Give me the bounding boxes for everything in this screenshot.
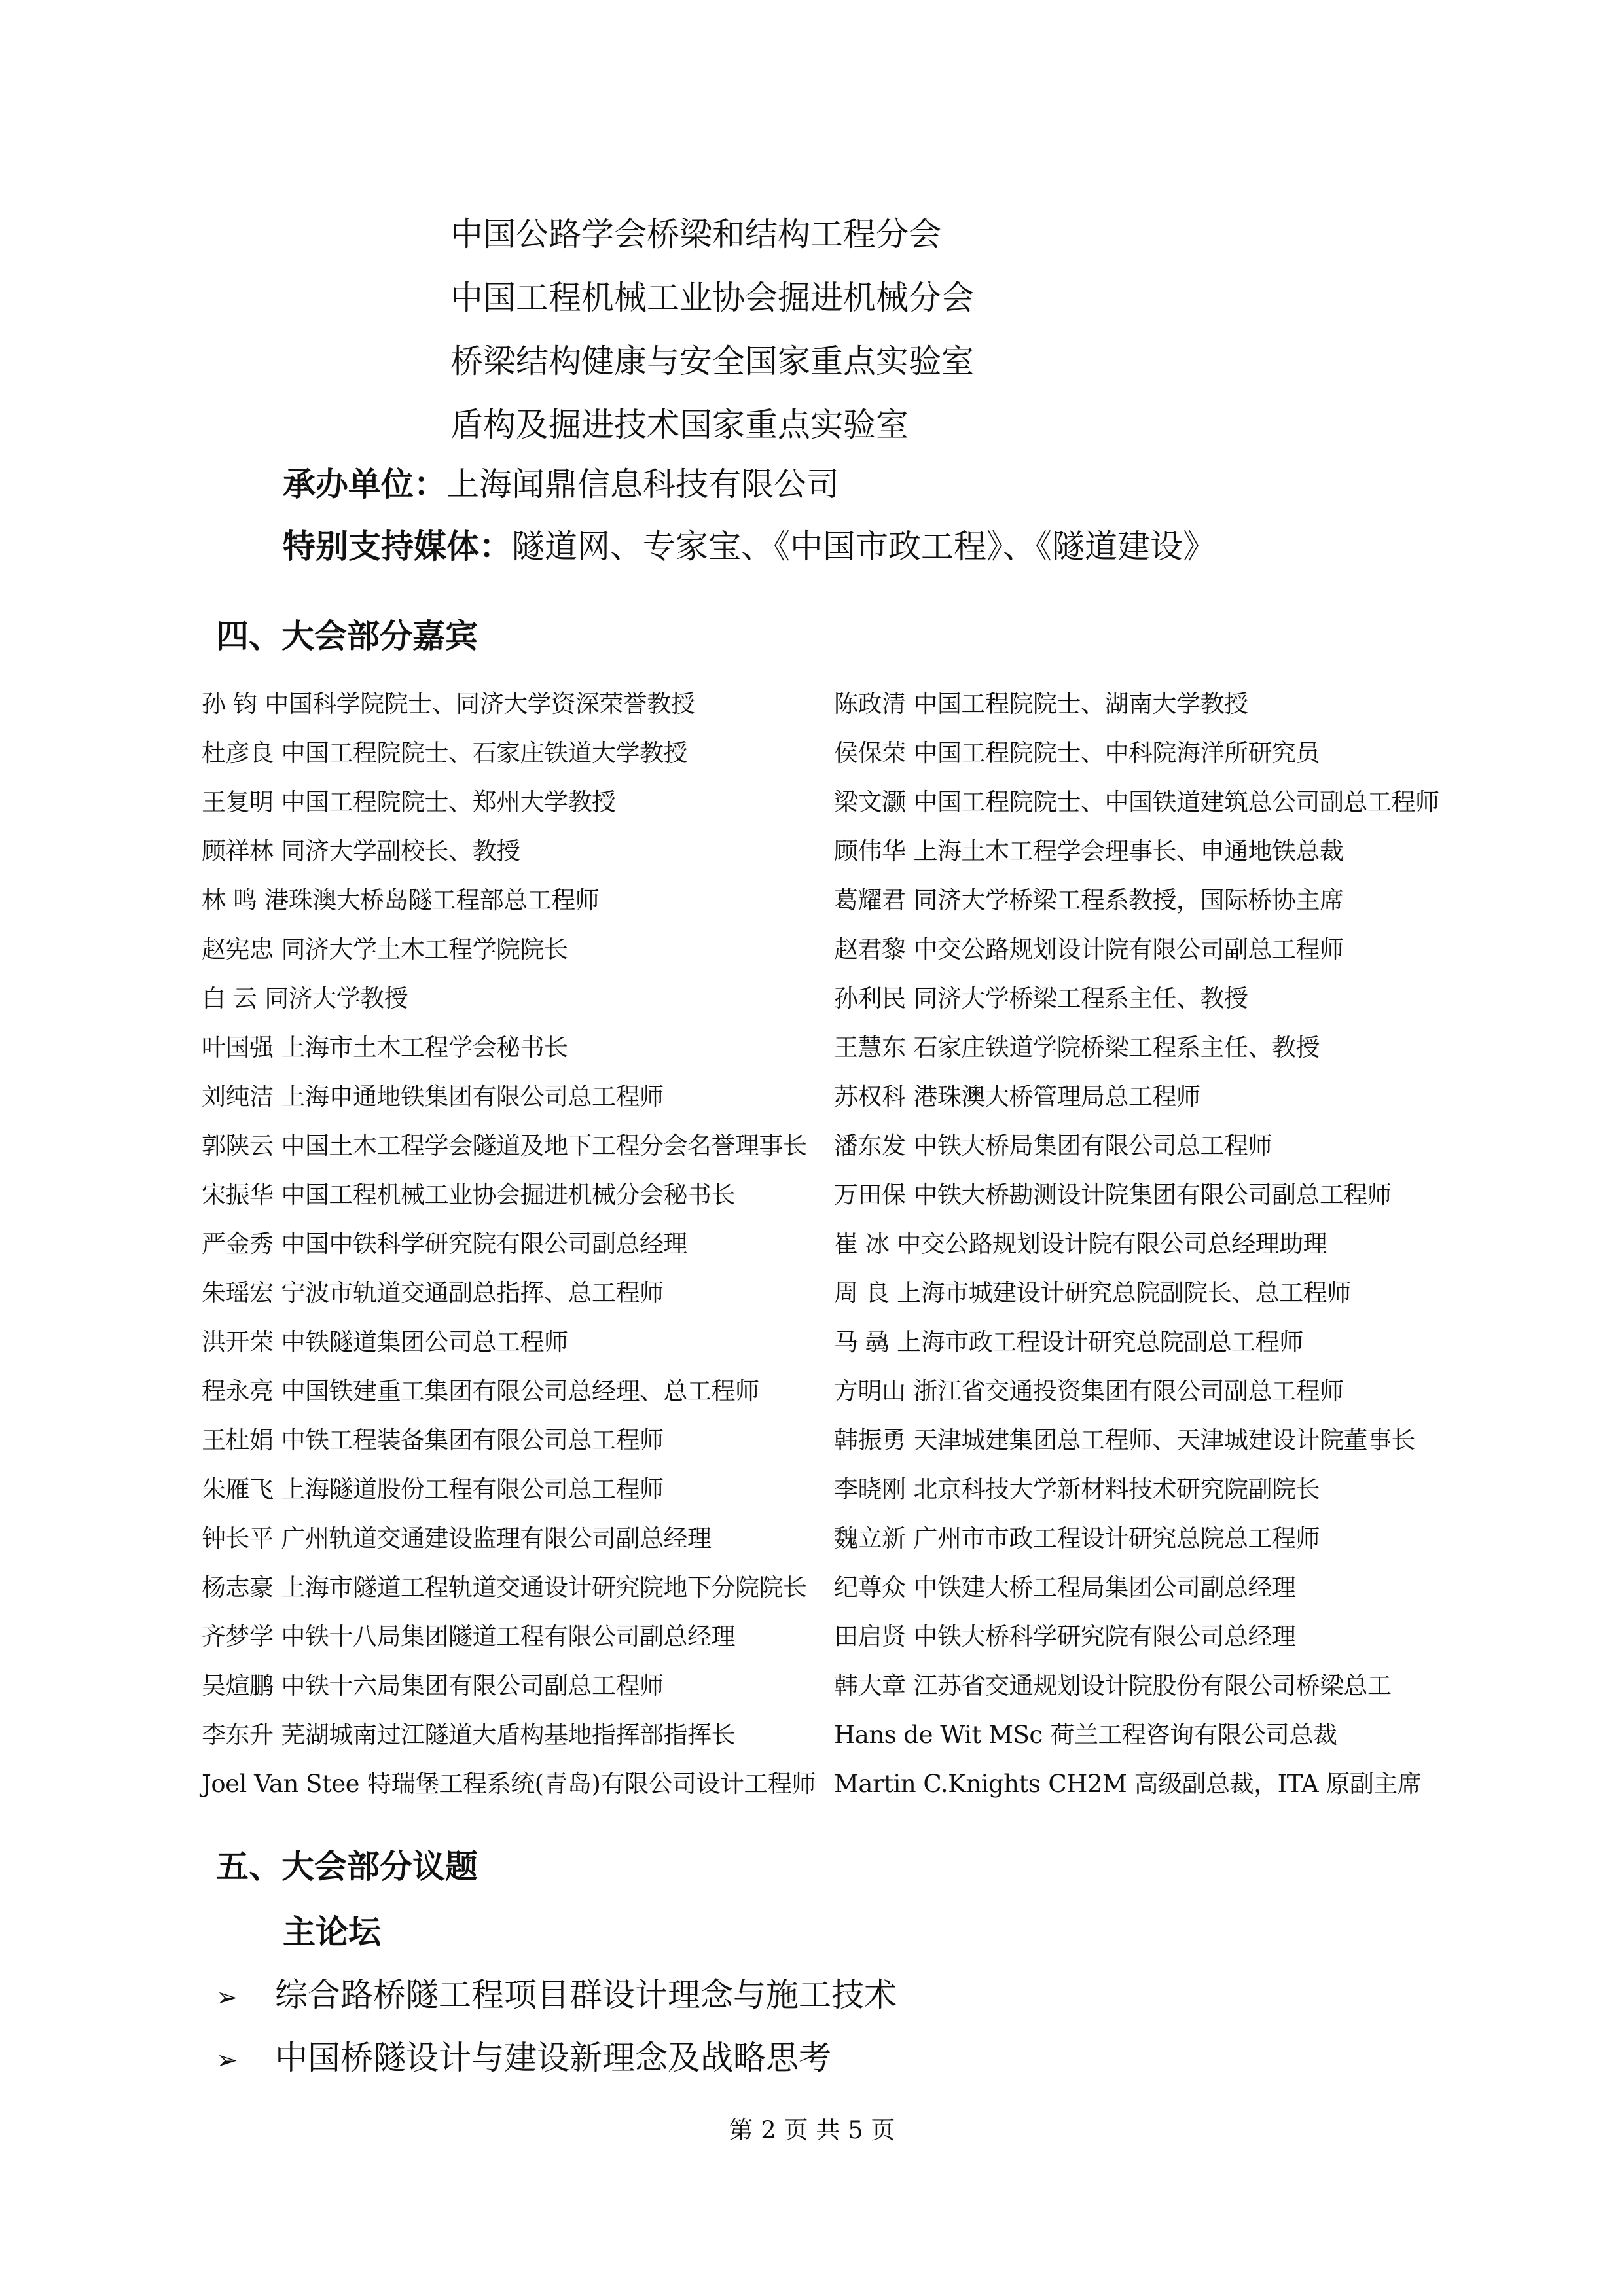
guest-item bbox=[834, 1661, 1489, 1710]
guest-title: 同济大学桥梁工程系主任、教授 bbox=[913, 984, 1248, 1013]
guest-name: 赵君黎 bbox=[834, 935, 906, 963]
host-label: 承办单位： bbox=[283, 465, 446, 503]
guest-item bbox=[202, 778, 830, 827]
guest-title: 上海市城建设计研究总院副院长、总工程师 bbox=[897, 1279, 1351, 1307]
guest-item bbox=[834, 778, 1489, 827]
guest-name: 杜彦良 bbox=[202, 739, 274, 767]
topic-text: 综合路桥隧工程项目群设计理念与施工技术 bbox=[275, 1976, 897, 2014]
guest-name: 崔 冰 bbox=[834, 1230, 890, 1258]
guest-item bbox=[834, 1465, 1489, 1514]
guest-item bbox=[834, 1612, 1489, 1661]
guest-name: 韩振勇 bbox=[834, 1426, 906, 1454]
guest-title: 上海市隧道工程轨道交通设计研究院地下分院院长 bbox=[281, 1573, 807, 1602]
guest-name: 顾祥林 bbox=[202, 837, 274, 865]
guest-name: 钟长平 bbox=[202, 1524, 274, 1552]
guest-title: 上海隧道股份工程有限公司总工程师 bbox=[281, 1475, 664, 1503]
arrow-bullet-icon: ➢ bbox=[216, 1982, 238, 2013]
guest-name: 叶国强 bbox=[202, 1033, 274, 1062]
organizer-item: 盾构及掘进技术国家重点实验室 bbox=[450, 406, 909, 444]
guest-name: 陈政清 bbox=[834, 690, 906, 718]
guest-title: 石家庄铁道学院桥梁工程系主任、教授 bbox=[913, 1033, 1320, 1062]
guest-title: 荷兰工程咨询有限公司总裁 bbox=[1050, 1721, 1337, 1749]
guest-title: 上海市政工程设计研究总院副总工程师 bbox=[897, 1328, 1303, 1356]
topic-item bbox=[216, 1964, 897, 2026]
guest-title: 中国铁建重工集团有限公司总经理、总工程师 bbox=[281, 1377, 759, 1405]
media-value: 隧道网、专家宝、《中国市政工程》、《隧道建设》 bbox=[512, 528, 1216, 565]
guest-item bbox=[834, 728, 1489, 778]
guest-title: 中交公路规划设计院有限公司总经理助理 bbox=[897, 1230, 1327, 1258]
guest-title: 广州市市政工程设计研究总院总工程师 bbox=[913, 1524, 1320, 1552]
guest-item bbox=[202, 974, 830, 1023]
guest-name: 万田保 bbox=[834, 1181, 906, 1209]
host-line bbox=[283, 458, 839, 505]
guest-title: 中铁大桥科学研究院有限公司总经理 bbox=[913, 1623, 1296, 1651]
guest-item bbox=[202, 876, 830, 925]
guest-name: 王复明 bbox=[202, 788, 274, 816]
guest-title: 天津城建集团总工程师、天津城建设计院董事长 bbox=[913, 1426, 1415, 1454]
guest-item bbox=[834, 925, 1489, 974]
guest-item bbox=[834, 1759, 1489, 1808]
guest-item bbox=[834, 1023, 1489, 1072]
guest-name: 朱瑶宏 bbox=[202, 1279, 274, 1307]
page-footer: 第 2 页 共 5 页 bbox=[729, 2116, 895, 2144]
guest-item bbox=[834, 827, 1489, 876]
guest-title: 中国土木工程学会隧道及地下工程分会名誉理事长 bbox=[281, 1132, 807, 1160]
guest-item bbox=[202, 1121, 830, 1170]
guest-item bbox=[834, 1318, 1489, 1367]
guest-item bbox=[834, 1514, 1489, 1563]
guest-name: 林 鸣 bbox=[202, 886, 257, 914]
guest-item bbox=[834, 1563, 1489, 1612]
guest-title: 港珠澳大桥岛隧工程部总工程师 bbox=[264, 886, 600, 914]
guest-title: 同济大学教授 bbox=[264, 984, 408, 1013]
organizer-item: 中国公路学会桥梁和结构工程分会 bbox=[450, 215, 941, 253]
guest-name: 王慧东 bbox=[834, 1033, 906, 1062]
guest-name: 马 骉 bbox=[834, 1328, 890, 1356]
guest-item bbox=[834, 1121, 1489, 1170]
guest-name: 孙利民 bbox=[834, 984, 906, 1013]
guest-title: 中国工程院院士、石家庄铁道大学教授 bbox=[281, 739, 687, 767]
guest-title: 芜湖城南过江隧道大盾构基地指挥部指挥长 bbox=[281, 1721, 735, 1749]
guest-title: 中铁大桥局集团有限公司总工程师 bbox=[913, 1132, 1272, 1160]
guest-item bbox=[202, 925, 830, 974]
guest-name: 周 良 bbox=[834, 1279, 890, 1307]
guest-name: 梁文灏 bbox=[834, 788, 906, 816]
guest-name: 李东升 bbox=[202, 1721, 274, 1749]
guest-item bbox=[202, 1514, 830, 1563]
guest-title: 上海申通地铁集团有限公司总工程师 bbox=[281, 1083, 664, 1111]
media-line bbox=[283, 520, 1216, 567]
guest-item bbox=[834, 1268, 1489, 1318]
guest-title: 中国工程机械工业协会掘进机械分会秘书长 bbox=[281, 1181, 735, 1209]
guest-title: CH2M 高级副总裁，ITA 原副主席 bbox=[1048, 1770, 1422, 1798]
guest-item bbox=[834, 1072, 1489, 1121]
guest-name: 赵宪忠 bbox=[202, 935, 274, 963]
guest-item bbox=[202, 1023, 830, 1072]
guest-item bbox=[202, 1612, 830, 1661]
guest-name: 吴煊鹏 bbox=[202, 1672, 274, 1700]
guest-title: 中铁隧道集团公司总工程师 bbox=[281, 1328, 568, 1356]
guest-item bbox=[202, 679, 830, 728]
guest-item bbox=[202, 1661, 830, 1710]
guest-title: 特瑞堡工程系统(青岛)有限公司设计工程师 bbox=[367, 1770, 816, 1798]
main-forum-heading: 主论坛 bbox=[283, 1913, 381, 1951]
organizer-item: 桥梁结构健康与安全国家重点实验室 bbox=[450, 342, 974, 380]
guest-title: 中铁大桥勘测设计院集团有限公司副总工程师 bbox=[913, 1181, 1392, 1209]
guest-title: 中铁十六局集团有限公司副总工程师 bbox=[281, 1672, 664, 1700]
guest-title: 中国中铁科学研究院有限公司副总经理 bbox=[281, 1230, 687, 1258]
guest-name: 郭陕云 bbox=[202, 1132, 274, 1160]
guest-name: 纪尊众 bbox=[834, 1573, 906, 1602]
guest-item bbox=[834, 1219, 1489, 1268]
guest-item bbox=[202, 1710, 830, 1759]
guest-item bbox=[202, 827, 830, 876]
topic-item bbox=[216, 2026, 897, 2089]
guest-title: 江苏省交通规划设计院股份有限公司桥梁总工 bbox=[913, 1672, 1392, 1700]
guest-list-right bbox=[834, 679, 1489, 1808]
guest-item bbox=[202, 1318, 830, 1367]
guest-title: 中铁十八局集团隧道工程有限公司副总经理 bbox=[281, 1623, 735, 1651]
guest-name: 田启贤 bbox=[834, 1623, 906, 1651]
guest-title: 中国工程院院士、中国铁道建筑总公司副总工程师 bbox=[913, 788, 1439, 816]
guest-title: 上海市土木工程学会秘书长 bbox=[281, 1033, 568, 1062]
guest-item bbox=[834, 1416, 1489, 1465]
guest-title: 中国工程院院士、中科院海洋所研究员 bbox=[913, 739, 1320, 767]
guest-name: 魏立新 bbox=[834, 1524, 906, 1552]
guest-name: 程永亮 bbox=[202, 1377, 274, 1405]
guest-item bbox=[834, 1710, 1489, 1759]
guest-name: 韩大章 bbox=[834, 1672, 906, 1700]
guest-name: Joel Van Stee bbox=[202, 1770, 360, 1798]
guest-title: 同济大学桥梁工程系教授，国际桥协主席 bbox=[913, 886, 1344, 914]
guest-item bbox=[834, 974, 1489, 1023]
guest-name: 齐梦学 bbox=[202, 1623, 274, 1651]
guest-title: 上海土木工程学会理事长、申通地铁总裁 bbox=[913, 837, 1344, 865]
organizer-item: 中国工程机械工业协会掘进机械分会 bbox=[450, 279, 974, 317]
guest-name: 宋振华 bbox=[202, 1181, 274, 1209]
guest-title: 浙江省交通投资集团有限公司副总工程师 bbox=[913, 1377, 1344, 1405]
guest-name: Martin C.Knights bbox=[834, 1770, 1041, 1798]
guest-title: 宁波市轨道交通副总指挥、总工程师 bbox=[281, 1279, 664, 1307]
guest-title: 中铁工程装备集团有限公司总工程师 bbox=[281, 1426, 664, 1454]
topic-list bbox=[216, 1964, 897, 2089]
guest-title: 中铁建大桥工程局集团公司副总经理 bbox=[913, 1573, 1296, 1602]
guest-title: 中国工程院院士、湖南大学教授 bbox=[913, 690, 1248, 718]
guest-name: 方明山 bbox=[834, 1377, 906, 1405]
guest-name: 杨志豪 bbox=[202, 1573, 274, 1602]
topic-text: 中国桥隧设计与建设新理念及战略思考 bbox=[275, 2039, 831, 2077]
guest-item bbox=[202, 1759, 830, 1808]
guest-title: 中国科学院院士、同济大学资深荣誉教授 bbox=[264, 690, 695, 718]
guest-item bbox=[834, 876, 1489, 925]
guest-name: 顾伟华 bbox=[834, 837, 906, 865]
guest-item bbox=[202, 1416, 830, 1465]
guest-title: 同济大学土木工程学院院长 bbox=[281, 935, 568, 963]
guest-item bbox=[202, 728, 830, 778]
guest-title: 港珠澳大桥管理局总工程师 bbox=[913, 1083, 1200, 1111]
guest-name: 王杜娟 bbox=[202, 1426, 274, 1454]
guest-name: 朱雁飞 bbox=[202, 1475, 274, 1503]
media-label: 特别支持媒体： bbox=[283, 528, 512, 565]
guest-title: 中国工程院院士、郑州大学教授 bbox=[281, 788, 616, 816]
section-5-heading: 五、大会部分议题 bbox=[216, 1848, 478, 1886]
arrow-bullet-icon: ➢ bbox=[216, 2045, 238, 2075]
guest-title: 同济大学副校长、教授 bbox=[281, 837, 520, 865]
guest-item bbox=[202, 1072, 830, 1121]
guest-item bbox=[202, 1170, 830, 1219]
guest-item bbox=[834, 679, 1489, 728]
guest-name: 李晓刚 bbox=[834, 1475, 906, 1503]
guest-name: 侯保荣 bbox=[834, 739, 906, 767]
guest-item bbox=[202, 1465, 830, 1514]
guest-title: 中交公路规划设计院有限公司副总工程师 bbox=[913, 935, 1344, 963]
guest-name: 葛耀君 bbox=[834, 886, 906, 914]
guest-name: 孙 钧 bbox=[202, 690, 257, 718]
guest-list-left bbox=[202, 679, 830, 1808]
guest-name: 刘纯洁 bbox=[202, 1083, 274, 1111]
guest-item bbox=[202, 1563, 830, 1612]
guest-item bbox=[202, 1367, 830, 1416]
guest-name: 潘东发 bbox=[834, 1132, 906, 1160]
guest-item bbox=[202, 1219, 830, 1268]
guest-item bbox=[834, 1367, 1489, 1416]
guest-name: 白 云 bbox=[202, 984, 257, 1013]
guest-title: 北京科技大学新材料技术研究院副院长 bbox=[913, 1475, 1320, 1503]
guest-title: 广州轨道交通建设监理有限公司副总经理 bbox=[281, 1524, 712, 1552]
host-value: 上海闻鼎信息科技有限公司 bbox=[446, 465, 839, 503]
section-4-heading: 四、大会部分嘉宾 bbox=[216, 617, 478, 655]
guest-name: 苏权科 bbox=[834, 1083, 906, 1111]
guest-name: 严金秀 bbox=[202, 1230, 274, 1258]
guest-item bbox=[834, 1170, 1489, 1219]
guest-name: 洪开荣 bbox=[202, 1328, 274, 1356]
guest-item bbox=[202, 1268, 830, 1318]
organizer-list bbox=[450, 203, 974, 457]
guest-name: Hans de Wit MSc bbox=[834, 1721, 1043, 1749]
